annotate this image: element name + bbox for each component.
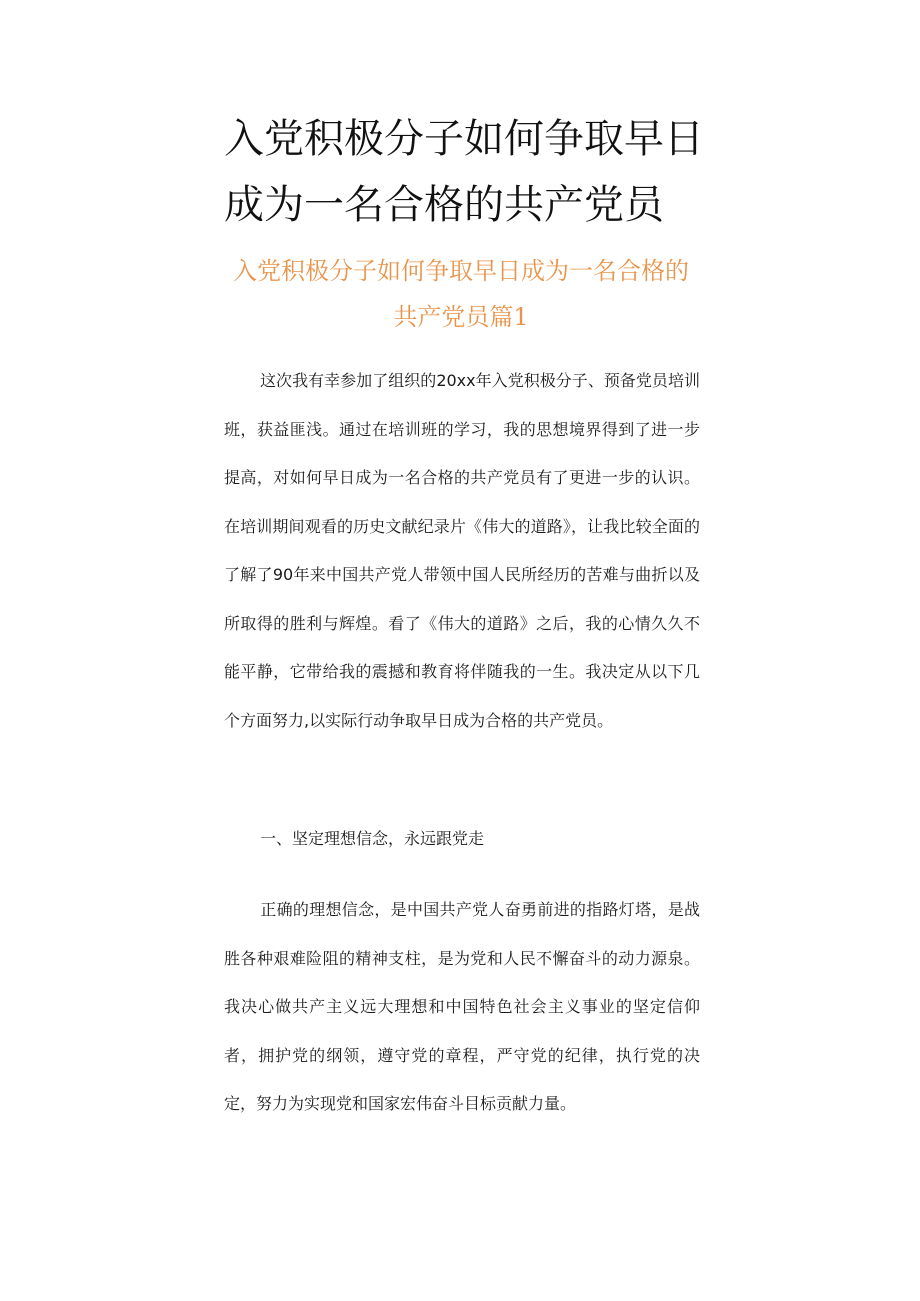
section-heading-1-text: 一、坚定理想信念，永远跟党走	[260, 829, 485, 848]
body-paragraph-2-text: 正确的理想信念，是中国共产党人奋勇前进的指路灯塔，是战胜各种艰难险阻的精神支柱，是为党和人民不懈奋斗的动力源泉。我决心做共产主义远大理想和中国特色社会主义事业的坚定信仰者，拥护党的纲领，遵守党的章程，严守党的纪律，执行党的决定，努力为实现党和国家宏伟奋斗目标贡献力量。	[224, 900, 700, 1113]
section-heading-1	[224, 815, 700, 864]
body-paragraph-1-text: 这次我有幸参加了组织的20xx年入党积极分子、预备党员培训班，获益匪浅。通过在培训班的学习，我的思想境界得到了进一步提高，对如何早日成为一名合格的共产党员有了更进一步的认识。在培训期间观看的历史文献纪录片《伟大的道路》，让我比较全面的了解了90年来中国共产党人带领中国人民所经历的苦难与曲折以及所取得的胜利与辉煌。看了《伟大的道路》之后，我的心情久久不能平静，它带给我的震撼和教育将伴随我的一生。我决定从以下几个方面努力,以实际行动争取早日成为合格的共产党员。	[224, 371, 700, 730]
body-paragraph-2	[224, 886, 700, 1129]
document-title: 入党积极分子如何争取早日成为一名合格的共产党员	[224, 116, 704, 228]
document-subtitle: 入党积极分子如何争取早日成为一名合格的共产党员篇1	[233, 257, 689, 331]
body-paragraph-1	[224, 357, 700, 745]
